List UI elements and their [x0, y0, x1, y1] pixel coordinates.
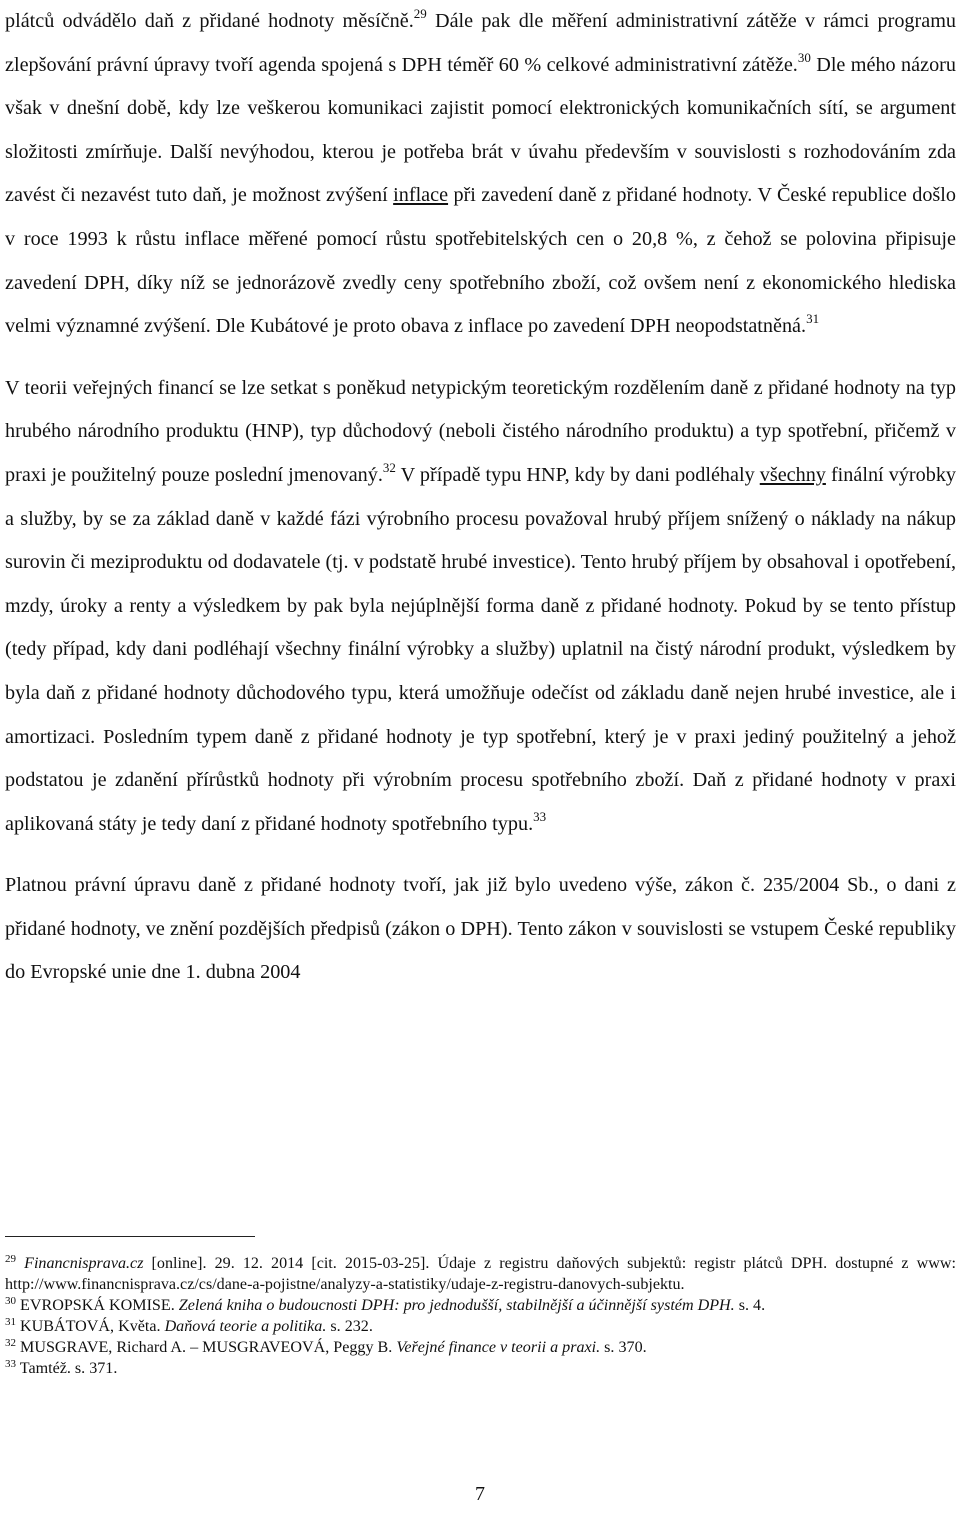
- footnote-30: [5, 1295, 956, 1316]
- footnote-31: [5, 1316, 956, 1337]
- text-span: při zavedení daně z přidané hodnoty. V České republice došlo v roce 1993 k růstu inflace měřené pomocí růstu spotřebitelských cen o 20,8 %, z čehož se polovina připisuje zavedení DPH, díky níž se jednorázově zvedly ceny spotřebního zboží, což ovšem není z ekonomického hlediska velmi významné zvýšení. Dle Kubátové je proto obava z inflace po zavedení DPH neopodstatněná.: [5, 184, 956, 338]
- paragraph-1: [5, 0, 956, 349]
- footnote-ref-31[interactable]: 31: [806, 311, 820, 327]
- text-span: finální výrobky a služby, by se za základ daně v každé fázi výrobního procesu považoval hrubý příjem snížený o náklady na nákup surovin či meziproduktu od dodavatele (tj. v podstatě hrubé investice). Tento hrubý příjem by obsahoval i opotřebení, mzdy, úroky a renty a výsledkem by pak byla nejúplnější forma daně z přidané hodnoty. Pokud by se tento přístup (tedy případ, kdy dani podléhají všechny finální výrobky a služby) uplatnil na čistý národní produkt, výsledkem by byla daň z přidané hodnoty důchodového typu, která umožňuje odečíst od základu daně nejen hrubé investice, ale i amortizaci. Posledním typem daně z přidané hodnoty je typ spotřební, který je v praxi jediný použitelný a jehož podstatou je zdanění přírůstků hodnoty při výrobním procesu spotřebního zboží. Daň z přidané hodnoty v praxi aplikovaná státy je tedy daní z přidané hodnoty spotřebního typu.: [5, 463, 957, 835]
- link-vsechny[interactable]: všechny: [759, 463, 826, 486]
- footnote-32: [5, 1337, 956, 1358]
- footnote-number: 30: [5, 1295, 16, 1307]
- main-text: [5, 0, 956, 995]
- footnote-ref-29[interactable]: 29: [413, 6, 427, 21]
- text-span: V případě typu HNP, kdy by dani podléhaly: [395, 463, 760, 486]
- footnote-title: Zelená kniha o budoucnosti DPH: pro jednodušší, stabilnější a účinnější systém DPH.: [178, 1297, 735, 1314]
- footnote-33: [5, 1358, 956, 1379]
- footnote-title: Veřejné finance v teorii a praxi.: [396, 1339, 601, 1356]
- footnote-ref-32[interactable]: 32: [382, 459, 396, 475]
- footnote-number: 33: [5, 1358, 16, 1370]
- text-span: Dle mého názoru však v dnešní době, kdy lze veškerou komunikaci zajistit pomocí elektronických komunikačních sítí, se argument složitosti zmírňuje. Další nevýhodou, kterou je potřeba brát v úvahu především v souvislosti s rozhodováním zda zavést či nezavést tuto daň, je možnost zvýšení: [5, 53, 956, 207]
- text-span: Platnou právní úpravu daně z přidané hodnoty tvoří, jak již bylo uvedeno výše, zákon č. 235/2004 Sb., o dani z přidané hodnoty, ve znění pozdějších předpisů (zákon o DPH). Tento zákon v souvislosti se vstupem České republiky do Evropské unie dne 1. dubna 2004: [5, 874, 956, 984]
- paragraph-2: [5, 367, 956, 847]
- footnote-ref-33[interactable]: 33: [533, 808, 547, 824]
- text-span: Dále pak dle měření administrativní zátěže v rámci programu zlepšování právní úpravy tvoří agenda spojená s DPH téměř 60 % celkové administrativní zátěže.: [5, 10, 957, 76]
- footnote-text: s. 4.: [734, 1297, 766, 1314]
- link-inflace[interactable]: inflace: [393, 184, 449, 207]
- footnote-title: Daňová teorie a politika.: [164, 1318, 327, 1335]
- text-span: plátců odvádělo daň z přidané hodnoty měsíčně.: [5, 10, 414, 32]
- footnote-author: EVROPSKÁ KOMISE.: [20, 1297, 179, 1314]
- footnote-divider: [5, 1236, 255, 1237]
- footnote-number: 29: [5, 1253, 16, 1265]
- page-number: 7: [475, 1483, 485, 1505]
- footnote-number: 31: [5, 1316, 16, 1328]
- footnote-text: s. 232.: [326, 1318, 373, 1335]
- footnote-29: [5, 1253, 956, 1295]
- footnote-text: s. 370.: [600, 1339, 647, 1356]
- footnote-author: MUSGRAVE, Richard A. – MUSGRAVEOVÁ, Peggy B.: [20, 1339, 397, 1356]
- footnote-text: Tamtéž. s. 371.: [19, 1360, 118, 1377]
- footnote-author: KUBÁTOVÁ, Květa.: [20, 1318, 165, 1335]
- footnote-text: [online]. 29. 12. 2014 [cit. 2015-03-25]. Údaje z registru daňových subjektů: registr plátců DPH. dostupné z www: http://www.financnisprava.cz/cs/dane-a-pojistne/analyzy-a-statistiky/udaje-z-registru-danovych-subjektu.: [5, 1255, 956, 1293]
- footnote-ref-30[interactable]: 30: [797, 49, 811, 65]
- footnote-source: Financnisprava.cz: [24, 1255, 144, 1272]
- paragraph-3: [5, 864, 956, 995]
- footnote-number: 32: [5, 1337, 16, 1349]
- text-span: V teorii veřejných financí se lze setkat s poněkud netypickým teoretickým rozdělením daně z přidané hodnoty na typ hrubého národního produktu (HNP), typ důchodový (neboli čistého národního produktu) a typ spotřební, přičemž v praxi je použitelný pouze poslední jmenovaný.: [5, 376, 956, 486]
- footnotes: [5, 1253, 956, 1379]
